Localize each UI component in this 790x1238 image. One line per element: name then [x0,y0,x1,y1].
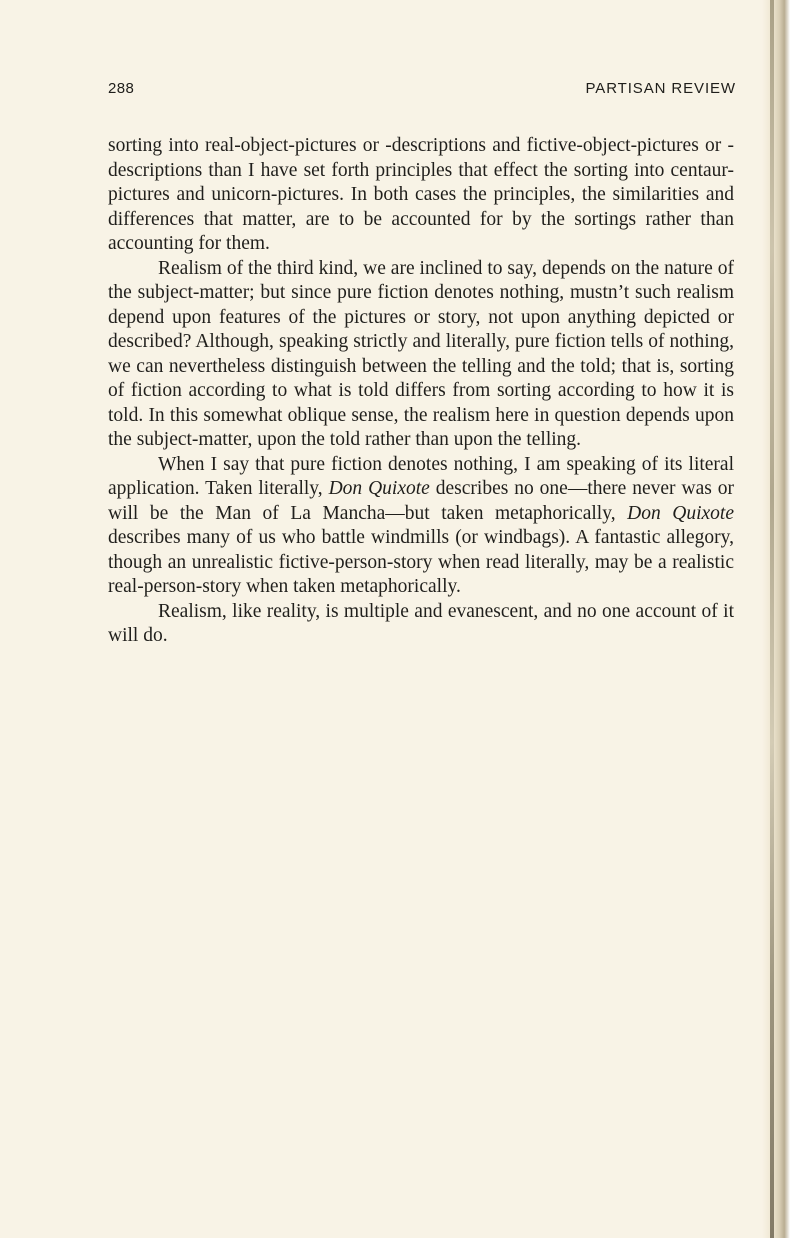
paragraph-3-text-3: describes many of us who battle windmills (or windbags). A fantastic allegory, though an unrealistic fictive-person-story when read literally, may be a realistic real-person-story when taken metaphorically. [108,527,734,597]
paragraph-4: Realism, like reality, is multiple and evanescent, and no one account of it will do. [108,600,734,646]
paragraph-3 [108,453,734,600]
book-title-don-quixote: Don Quixote [627,502,734,524]
paragraph-3-text-1: When I say that pure fiction denotes nothing, I am speaking of its literal application. Taken literally, [108,453,734,499]
paragraph-2: Realism of the third kind, we are inclined to say, depends on the nature of the subject-matter; but since pure fiction denotes nothing, mustn’t such realism depend upon features of the pictures or story, not upon anything depicted or described? Although, speaking strictly and literally, pure fiction tells of nothing, we can nevertheless distinguish between the telling and the told; that is, sorting of fiction according to what is told differs from sorting according to how it is told. In this somewhat oblique sense, the realism here in question depends upon the subject-matter, upon the told rather than upon the telling. [108,257,734,450]
page-number: 288 [108,80,135,97]
paragraph-3-text-2: describes no one—there never was or will be the Man of La Mancha—but taken metaphorically, [108,478,734,524]
running-head: PARTISAN REVIEW [585,80,736,97]
book-spine-shadow [762,0,790,1238]
book-gutter-edge [770,0,774,1238]
body-text [108,134,734,649]
book-title-don-quixote: Don Quixote [328,478,430,499]
page-header [108,80,736,102]
paragraph-1: sorting into real-object-pictures or -descriptions and fictive-object-pictures or -descriptions than I have set forth principles that effect the sorting into centaur-pictures and unicorn-pictures. In both cases the principles, the similarities and differences that matter, are to be accounted for by the sortings rather than accounting for them. [108,135,734,254]
